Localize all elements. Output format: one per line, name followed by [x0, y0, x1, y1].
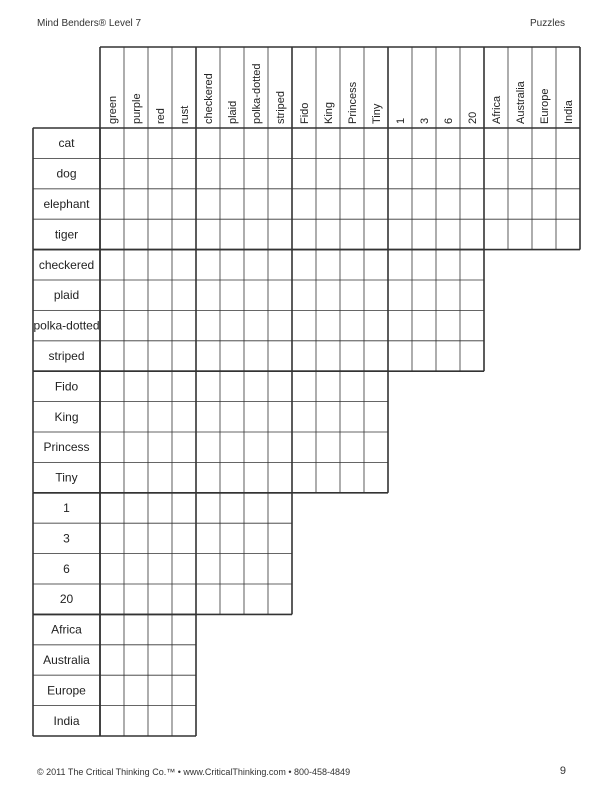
row-label: Australia [43, 653, 90, 667]
column-label: Fido [299, 102, 311, 124]
column-label: plaid [227, 100, 239, 124]
column-label: Africa [491, 95, 503, 124]
row-label: Africa [51, 622, 82, 637]
row-label: 20 [59, 592, 74, 607]
row-label: Tiny [55, 470, 78, 485]
row-label: Fido [54, 379, 79, 394]
row-label: King [54, 409, 79, 424]
row-label: Europe [47, 683, 86, 698]
column-label: purple [131, 93, 143, 124]
row-label: tiger [54, 227, 79, 242]
column-label: red [155, 108, 167, 124]
row-label: cat [58, 136, 75, 151]
column-label: polka-dotted [251, 63, 263, 124]
row-label: plaid [53, 288, 80, 303]
row-label: 3 [63, 531, 70, 546]
page-number: 9 [559, 765, 566, 777]
row-label: 6 [63, 561, 70, 576]
column-label: rust [179, 105, 191, 124]
column-label: Europe [539, 88, 551, 124]
column-label: green [107, 95, 119, 124]
column-label: Australia [515, 81, 527, 124]
column-label: Tiny [371, 103, 383, 124]
column-label: 20 [467, 111, 479, 124]
row-label: 1 [63, 501, 70, 515]
column-label: 1 [395, 117, 407, 124]
row-label: polka-dotted [33, 318, 100, 333]
column-label: India [563, 100, 575, 124]
row-label: Princess [43, 440, 90, 455]
row-label: India [53, 713, 80, 728]
column-label: striped [275, 90, 287, 124]
row-label: elephant [43, 197, 90, 211]
column-label: 6 [443, 117, 455, 124]
row-label: dog [56, 166, 77, 181]
page-header-section: Puzzles [529, 18, 565, 29]
column-label: checkered [203, 73, 215, 124]
column-label: 3 [419, 117, 431, 124]
column-label: King [323, 101, 335, 124]
row-label: striped [48, 349, 85, 363]
page-header-title: Mind Benders® Level 7 [37, 18, 142, 29]
column-label: Princess [347, 81, 359, 124]
row-label: checkered [38, 257, 95, 272]
footer-copyright: © 2011 The Critical Thinking Co.™ • www.CriticalThinking.com • 800-458-4849 [37, 767, 351, 777]
